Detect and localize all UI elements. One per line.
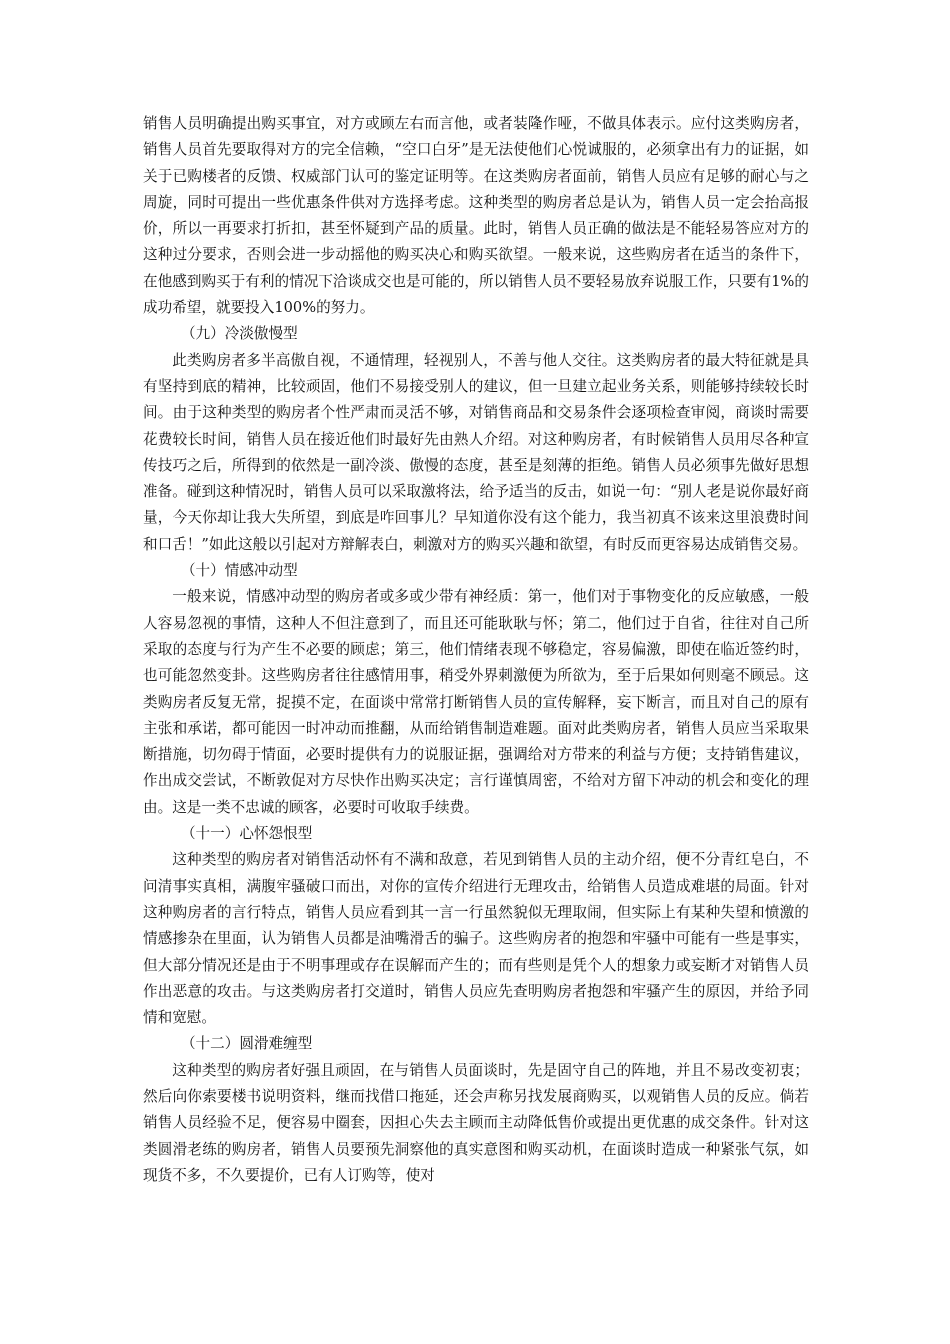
document-page [143,111,809,1189]
body-paragraph: 这种类型的购房者好强且顽固，在与销售人员面谈时，先是固守自己的阵地，并且不易改变初衷；然后向你索要楼书说明资料，继而找借口拖延，还会声称另找发展商购买，以观销售人员的反应。倘若销售人员经验不足，便容易中圈套，因担心失去主顾而主动降低售价或提出更优惠的成交条件。针对这类圆滑老练的购房者，销售人员要预先洞察他的真实意图和购买动机，在面谈时造成一种紧张气氛，如现货不多，不久要提价，已有人订购等，使对 [143,1061,809,1184]
body-paragraph: 这种类型的购房者对销售活动怀有不满和敌意，若见到销售人员的主动介绍，便不分青红皂白，不问清事实真相，满腹牢骚破口而出，对你的宣传介绍进行无理攻击，给销售人员造成难堪的局面。针对这种购房者的言行特点，销售人员应看到其一言一行虽然貌似无理取闹，但实际上有某种失望和愤激的情感掺杂在里面，认为销售人员都是油嘴滑舌的骗子。这些购房者的抱怨和牢骚中可能有一些是事实，但大部分情况还是由于不明事理或存在误解而产生的；而有些则是凭个人的想象力或妄断才对销售人员作出恶意的攻击。与这类购房者打交道时，销售人员应先查明购房者抱怨和牢骚产生的原因，并给予同情和宽慰。 [143,851,809,1027]
section-heading: （十）情感冲动型 [180,562,298,580]
body-paragraph: 销售人员明确提出购买事宜，对方或顾左右而言他，或者装隆作哑，不做具体表示。应付这类购房者，销售人员首先要取得对方的完全信赖，“空口白牙”是无法使他们心悦诚服的，必须拿出有力的证据，如关于已购楼者的反馈、权威部门认可的鉴定证明等。在这类购房者面前，销售人员应有足够的耐心与之周旋，同时可提出一些优惠条件供对方选择考虑。这种类型的购房者总是认为，销售人员一定会抬高报价，所以一再要求打折扣，甚至怀疑到产品的质量。此时，销售人员正确的做法是不能轻易答应对方的这种过分要求，否则会进一步动摇他的购买决心和购买欲望。一般来说，这些购房者在适当的条件下，在他感到购买于有利的情况下洽谈成交也是可能的，所以销售人员不要轻易放弃说服工作，只要有1%的成功希望，就要投入100%的努力。 [143,115,809,317]
body-paragraph: 此类购房者多半高傲自视，不通情理，轻视别人，不善与他人交往。这类购房者的最大特征就是具有坚持到底的精神，比较顽固，他们不易接受别人的建议，但一旦建立起业务关系，则能够持续较长时间。由于这种类型的购房者个性严肃而灵活不够，对销售商品和交易条件会逐项检查审阅，商谈时需要花费较长时间，销售人员在接近他们时最好先由熟人介绍。对这种购房者，有时候销售人员用尽各种宣传技巧之后，所得到的依然是一副冷淡、傲慢的态度，甚至是刻薄的拒绝。销售人员必须事先做好思想准备。碰到这种情况时，销售人员可以采取激将法，给予适当的反击，如说一句：“别人老是说你最好商量，今天你却让我大失所望，到底是咋回事儿？早知道你没有这个能力，我当初真不该来这里浪费时间和口舌！”如此这般以引起对方辩解表白，刺激对方的购买兴趣和欲望，有时反而更容易达成销售交易。 [143,351,809,553]
section-heading: （九）冷淡傲慢型 [180,325,298,343]
section-heading: （十一）心怀怨恨型 [180,825,313,843]
body-paragraph: 一般来说，情感冲动型的购房者或多或少带有神经质：第一，他们对于事物变化的反应敏感，一般人容易忽视的事情，这种人不但注意到了，而且还可能耿耿与怀；第二，他们过于自省，往往对自己所采取的态度与行为产生不必要的顾虑；第三，他们情绪表现不够稳定，容易偏激，即使在临近签约时，也可能忽然变卦。这些购房者往往感情用事，稍受外界刺激便为所欲为，至于后果如何则毫不顾忌。这类购房者反复无常，捉摸不定，在面谈中常常打断销售人员的宣传解释，妄下断言，而且对自己的原有主张和承诺，都可能因一时冲动而推翻，从而给销售制造难题。面对此类购房者，销售人员应当采取果断措施，切勿碍于情面，必要时提供有力的说服证据，强调给对方带来的利益与方便；支持销售建议，作出成交尝试，不断敦促对方尽快作出购买决定；言行谨慎周密，不给对方留下冲动的机会和变化的理由。这是一类不忠诚的顾客，必要时可收取手续费。 [143,588,809,816]
section-heading: （十二）圆滑难缠型 [180,1035,313,1053]
